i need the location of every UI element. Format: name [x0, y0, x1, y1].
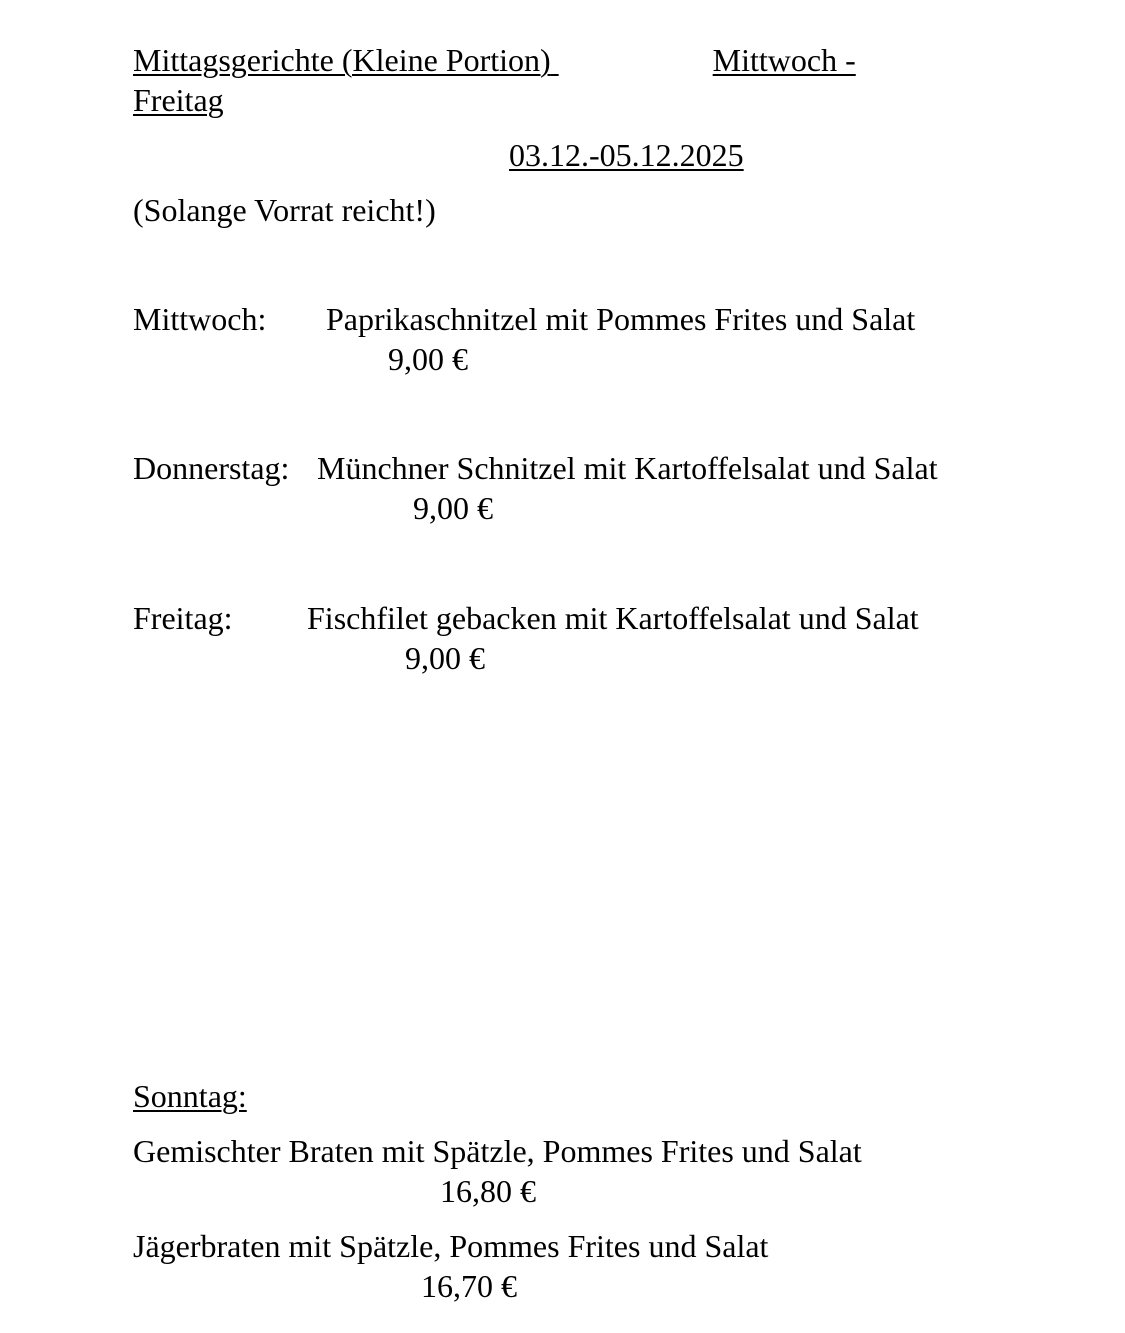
- price-wednesday: 9,00 €: [388, 341, 468, 377]
- day-label-friday: Freitag:: [133, 600, 233, 636]
- menu-title-line: [133, 40, 856, 80]
- price-friday: 9,00 €: [405, 640, 485, 676]
- dish-wednesday: Paprikaschnitzel mit Pommes Frites und Salat: [326, 301, 916, 337]
- price-thursday: 9,00 €: [413, 490, 493, 526]
- sunday-heading: Sonntag:: [133, 1078, 247, 1114]
- day-label-thursday: Donnerstag:: [133, 450, 290, 486]
- sunday-price-2: 16,70 €: [421, 1268, 517, 1304]
- dish-thursday: Münchner Schnitzel mit Kartoffelsalat und Salat: [317, 450, 938, 486]
- dish-friday: Fischfilet gebacken mit Kartoffelsalat und Salat: [307, 600, 919, 636]
- day-label-wednesday: Mittwoch:: [133, 301, 267, 337]
- date-range: 03.12.-05.12.2025: [509, 137, 744, 173]
- menu-title: Mittagsgerichte (Kleine Portion): [133, 42, 551, 78]
- availability-note: (Solange Vorrat reicht!): [133, 192, 436, 228]
- sunday-dish-2: Jägerbraten mit Spätzle, Pommes Frites und Salat: [133, 1228, 769, 1264]
- title-spacer: [551, 40, 713, 80]
- sunday-price-1: 16,80 €: [440, 1173, 536, 1209]
- sunday-dish-1: Gemischter Braten mit Spätzle, Pommes Frites und Salat: [133, 1133, 862, 1169]
- days-range-part1: Mittwoch -: [712, 42, 856, 78]
- days-range-part2: Freitag: [133, 82, 224, 118]
